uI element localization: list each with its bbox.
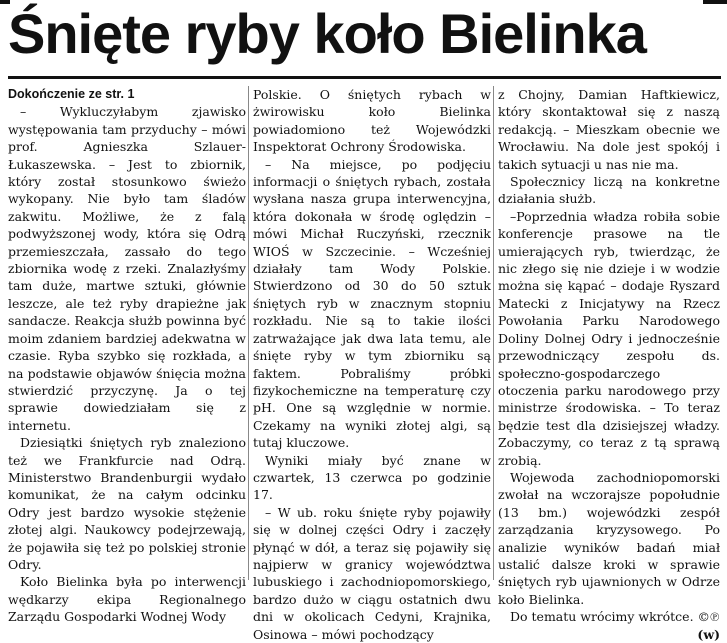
paragraph: Do tematu wrócimy wkrótce. ©℗	[510, 609, 720, 625]
column-1	[8, 86, 246, 626]
paragraph: –Poprzednia władza robiła sobie konferencje prasowe na tle umierających ryb, twierdząc, że nic złego się nie dzieje i w wodzie można się kąpać – dodaje Ryszard Matecki z Inicjatywy na Rzecz Powołania Parku Narodowego Doliny Dolnej Odry i jednocześnie przewodniczący zespołu ds. społeczno-gospodarczego otoczenia parku narodowego przy ministrze środowiska. – To teraz będzie test dla dzisiejszej władzy. Zobaczymy, co teraz z tą sprawą zrobią.	[498, 208, 720, 468]
paragraph: Wyniki miały być znane w czwartek, 13 czerwca po godzinie 17.	[253, 452, 491, 503]
paragraph: Dziesiątki śniętych ryb znaleziono też we Frankfurcie nad Odrą. Ministerstwo Brandenburgii wydało komunikat, że na całym odcinku Odry jest bardzo wysokie stężenie złotej algi. Naukowcy podejrzewają, że pojawiła się też po polskiej stronie Odry.	[8, 435, 246, 572]
kicker: Dokończenie ze str. 1	[8, 87, 135, 101]
paragraph: – W ub. roku śnięte ryby pojawiły się w dolnej części Odry i zaczęły płynąć w dół, a teraz się pojawiły się najpierw w granicy województwa lubuskiego i zachodniopomorskiego, bardzo dużo w ciągu ostatnich dwu dni w okolicach Cedyni, Krajnika, Osinowa – mówi pochodzący	[253, 504, 491, 642]
paragraph: Koło Bielinka była po interwencji wędkarzy ekipa Regionalnego Zarządu Gospodarki Wodnej Wody	[8, 574, 246, 625]
headline-rule	[8, 76, 721, 79]
paragraph: – Wykluczyłabym zjawisko występowania tam przyduchy – mówi prof. Agnieszka Szlauer-Łukaszewska. – Jest to zbiornik, który został stosunkowo świeżo wykopany. Nie było tam śladów zakwitu. Możliwe, że z falą podwyższonej wody, która się Odrą przemieszczała, zassało do tego zbiornika wodę z rzeki. Znalazłyśmy tam duże, martwe sztuki, głównie leszcze, ale też ryby drapieżne jak sandacze. Reakcja służb powinna być moim zdaniem bardziej adekwatna w czasie. Ryba szybko się rozkłada, a na podstawie objawów śnięcia można stwierdzić przyczynę. Ja o tej sprawie dowiedziałam się z internetu.	[8, 104, 246, 433]
paragraph: z Chojny, Damian Haftkiewicz, który skontaktował się z naszą redakcją. – Mieszkam obecnie we Wrocławiu. Na dole jest spokój i takich sytuacji u nas nie ma.	[498, 87, 720, 172]
column-2	[253, 86, 491, 643]
author-signature: (w)	[697, 626, 720, 642]
top-rule-right	[703, 0, 727, 4]
paragraph: Polskie. O śniętych rybach w żwirowisku koło Bielinka powiadomiono też Wojewódzki Inspektorat Ochrony Środowiska.	[253, 87, 491, 155]
paragraph: Społecznicy liczą na konkretne działania służb.	[498, 174, 720, 207]
paragraph: Wojewoda zachodniopomorski zwołał na wczorajsze popołudnie (13 bm.) wojewódzki zespół zarządzania kryzysowego. Po analizie wyników badań miał ustalić dalsze kroki w sprawie śniętych ryb ujawnionych w Odrze koło Bielinka.	[498, 469, 720, 607]
column-3	[498, 86, 720, 643]
headline: Śnięte ryby koło Bielinka	[8, 2, 646, 65]
column-separator	[248, 86, 249, 580]
paragraph: – Na miejsce, po podjęciu informacji o śniętych rybach, została wysłana nasza grupa interwencyjna, która dokonała w środę oględzin – mówi Michał Ruczyński, rzecznik WIOŚ w Szczecinie. – Wcześniej działały tam Wody Polskie. Stwierdzono od 30 do 50 sztuk śniętych ryb w znacznym stopniu rozkładu. Nie są to takie ilości zatrważające jak dwa lata temu, ale śnięte ryby w tym zbiorniku są faktem. Pobraliśmy próbki fizykochemiczne na temperaturę czy pH. One są względnie w normie. Czekamy na wyniki złotej algi, są tutaj kluczowe.	[253, 156, 491, 451]
column-separator	[493, 86, 494, 580]
